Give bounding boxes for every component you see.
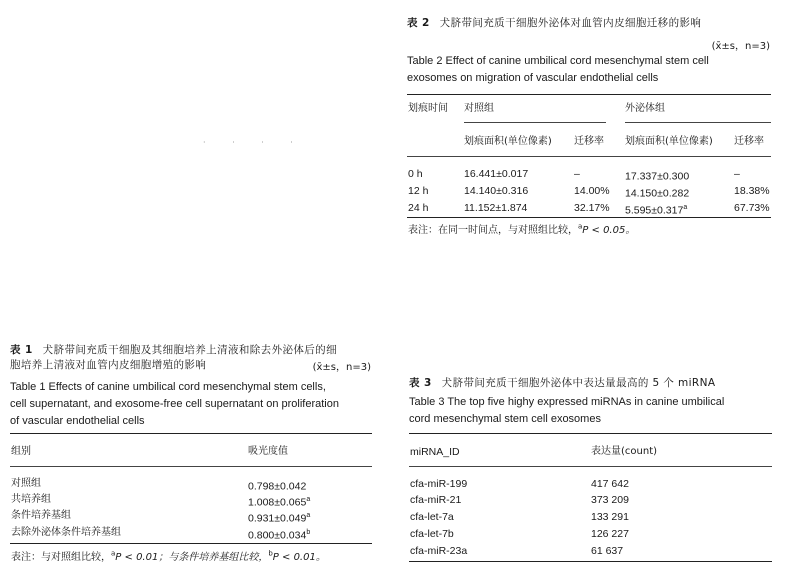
table2-row-exosome-area: 14.150±0.282 [625,187,690,200]
table3-row-id: cfa-miR-23a [410,545,468,557]
table1-title-en-line3: of vascular endothelial cells [10,415,145,427]
table3-header-id: miRNA_ID [410,446,460,458]
table2-header-time: 划痕时间 [408,103,448,114]
table2-control-subrule [464,122,606,123]
table2-row-control-area: 11.152±1.874 [464,202,528,214]
table2-header-exosome-area: 划痕面积(单位像素) [625,136,713,147]
table1-row-group: 去除外泌体条件培养基组 [11,527,121,538]
table1-title-cn-line1: 犬脐带间充质干细胞及其细胞培养上清液和除去外泌体后的细 [42,344,337,356]
table2-row-time: 24 h [408,202,429,214]
table1-title-en-line2: cell supernatant, and exosome-free cell supernatant on proliferation [10,398,339,410]
table3-title-cn: 犬脐带间充质干细胞外泌体中表达量最高的 5 个 miRNA [441,377,716,389]
stray-dots: · · · · [203,138,305,147]
table2-caption-en [407,53,777,87]
table3-title-en-line1: Table 3 The top five highy expressed miRNAs in canine umbilical [409,396,725,408]
table2-row-control-rate: 32.17% [574,202,610,214]
table2-row-control-area: 16.441±0.017 [464,168,529,180]
table3-caption-en [409,394,779,428]
table2-row-time: 12 h [408,185,429,197]
table3-header-rule [409,466,772,467]
table1-header-value: 吸光度值 [248,446,288,457]
table3-header-count: 表达量(count) [591,446,658,457]
table3-row-count: 373 209 [591,494,629,506]
table3-row-count: 417 642 [591,478,629,490]
table2-number: 表 2 [407,17,430,29]
table1-row-value: 0.800±0.034$^b$ [248,529,311,542]
table1-row-value: 1.008±0.065$^a$ [248,496,311,509]
table1-caption-en [10,379,380,430]
table3-row-id: cfa-miR-21 [410,494,462,506]
table3-row-count: 126 227 [591,528,629,540]
table2-exosome-subrule [625,122,771,123]
table2-caption-cn [407,16,779,31]
table3-title-en-line2: cord mesenchymal stem cell exosomes [409,413,601,425]
table1-stat: (x̄±s，n=3) [312,362,371,373]
table3-row-id: cfa-let-7a [410,511,454,523]
table2-note: 表注：在同一时间点，与对照组比较，$^a$P < 0.05。 [408,222,636,236]
table3-caption-cn [409,376,781,391]
table1-row-group: 共培养组 [11,494,51,505]
table2-header-exosome-rate: 迁移率 [734,136,764,147]
table2-row-exosome-rate: 18.38% [734,185,770,197]
table2-title-cn: 犬脐带间充质干细胞外泌体对血管内皮细胞迁移的影响 [439,17,702,29]
table2-header-exosome: 外泌体组 [625,103,665,114]
table1-row-value: 0.798±0.042 [248,480,307,493]
table1-row-group: 对照组 [11,478,41,489]
table2-row-control-rate: 14.00% [574,185,610,197]
table3-bottom-rule [409,561,772,562]
table2-header-rule [407,156,771,157]
table3-row-count: 133 291 [591,511,629,523]
table2-row-control-rate: – [574,168,580,180]
table2-row-time: 0 h [408,168,423,180]
table2-row-exosome-area: 5.595±0.317$^a$ [625,204,688,217]
table3-row-id: cfa-miR-199 [410,478,468,490]
table1-header-rule [10,466,372,467]
table2-stat: (x̄±s，n=3) [711,41,770,52]
table1-title-en-line1: Table 1 Effects of canine umbilical cord mesenchymal stem cells, [10,381,326,393]
table2-header-control-area: 划痕面积(单位像素) [464,136,552,147]
table1-note: 表注：与对照组比较，$^a$P < 0.01；与条件培养基组比较，$^b$P < 0.01。 [11,549,326,563]
table2-header-control-rate: 迁移率 [574,136,604,147]
table1-row-value: 0.931±0.049$^a$ [248,512,311,525]
table1-number: 表 1 [10,344,33,356]
table2-row-exosome-area: 17.337±0.300 [625,170,690,183]
table2-top-rule [407,94,771,95]
table2-row-control-area: 14.140±0.316 [464,185,529,197]
table2-header-control: 对照组 [464,103,494,114]
table1-top-rule [10,433,372,434]
table1-header-group: 组别 [11,446,31,457]
table3-row-count: 61 637 [591,545,624,557]
table1-title-cn-line2: 胞培养上清液对血管内皮细胞增殖的影响 [10,359,207,371]
table3-row-id: cfa-let-7b [410,528,454,540]
table2-title-en-line1: Table 2 Effect of canine umbilical cord mesenchymal stem cell [407,55,709,67]
table2-row-exosome-rate: – [734,168,740,180]
table3-number: 表 3 [409,377,432,389]
table2-title-en-line2: exosomes on migration of vascular endothelial cells [407,72,659,84]
table3-top-rule [409,433,772,434]
table1-bottom-rule [10,543,372,544]
table1-row-group: 条件培养基组 [11,510,71,521]
table2-bottom-rule [407,217,771,218]
table2-row-exosome-rate: 67.73% [734,202,770,214]
